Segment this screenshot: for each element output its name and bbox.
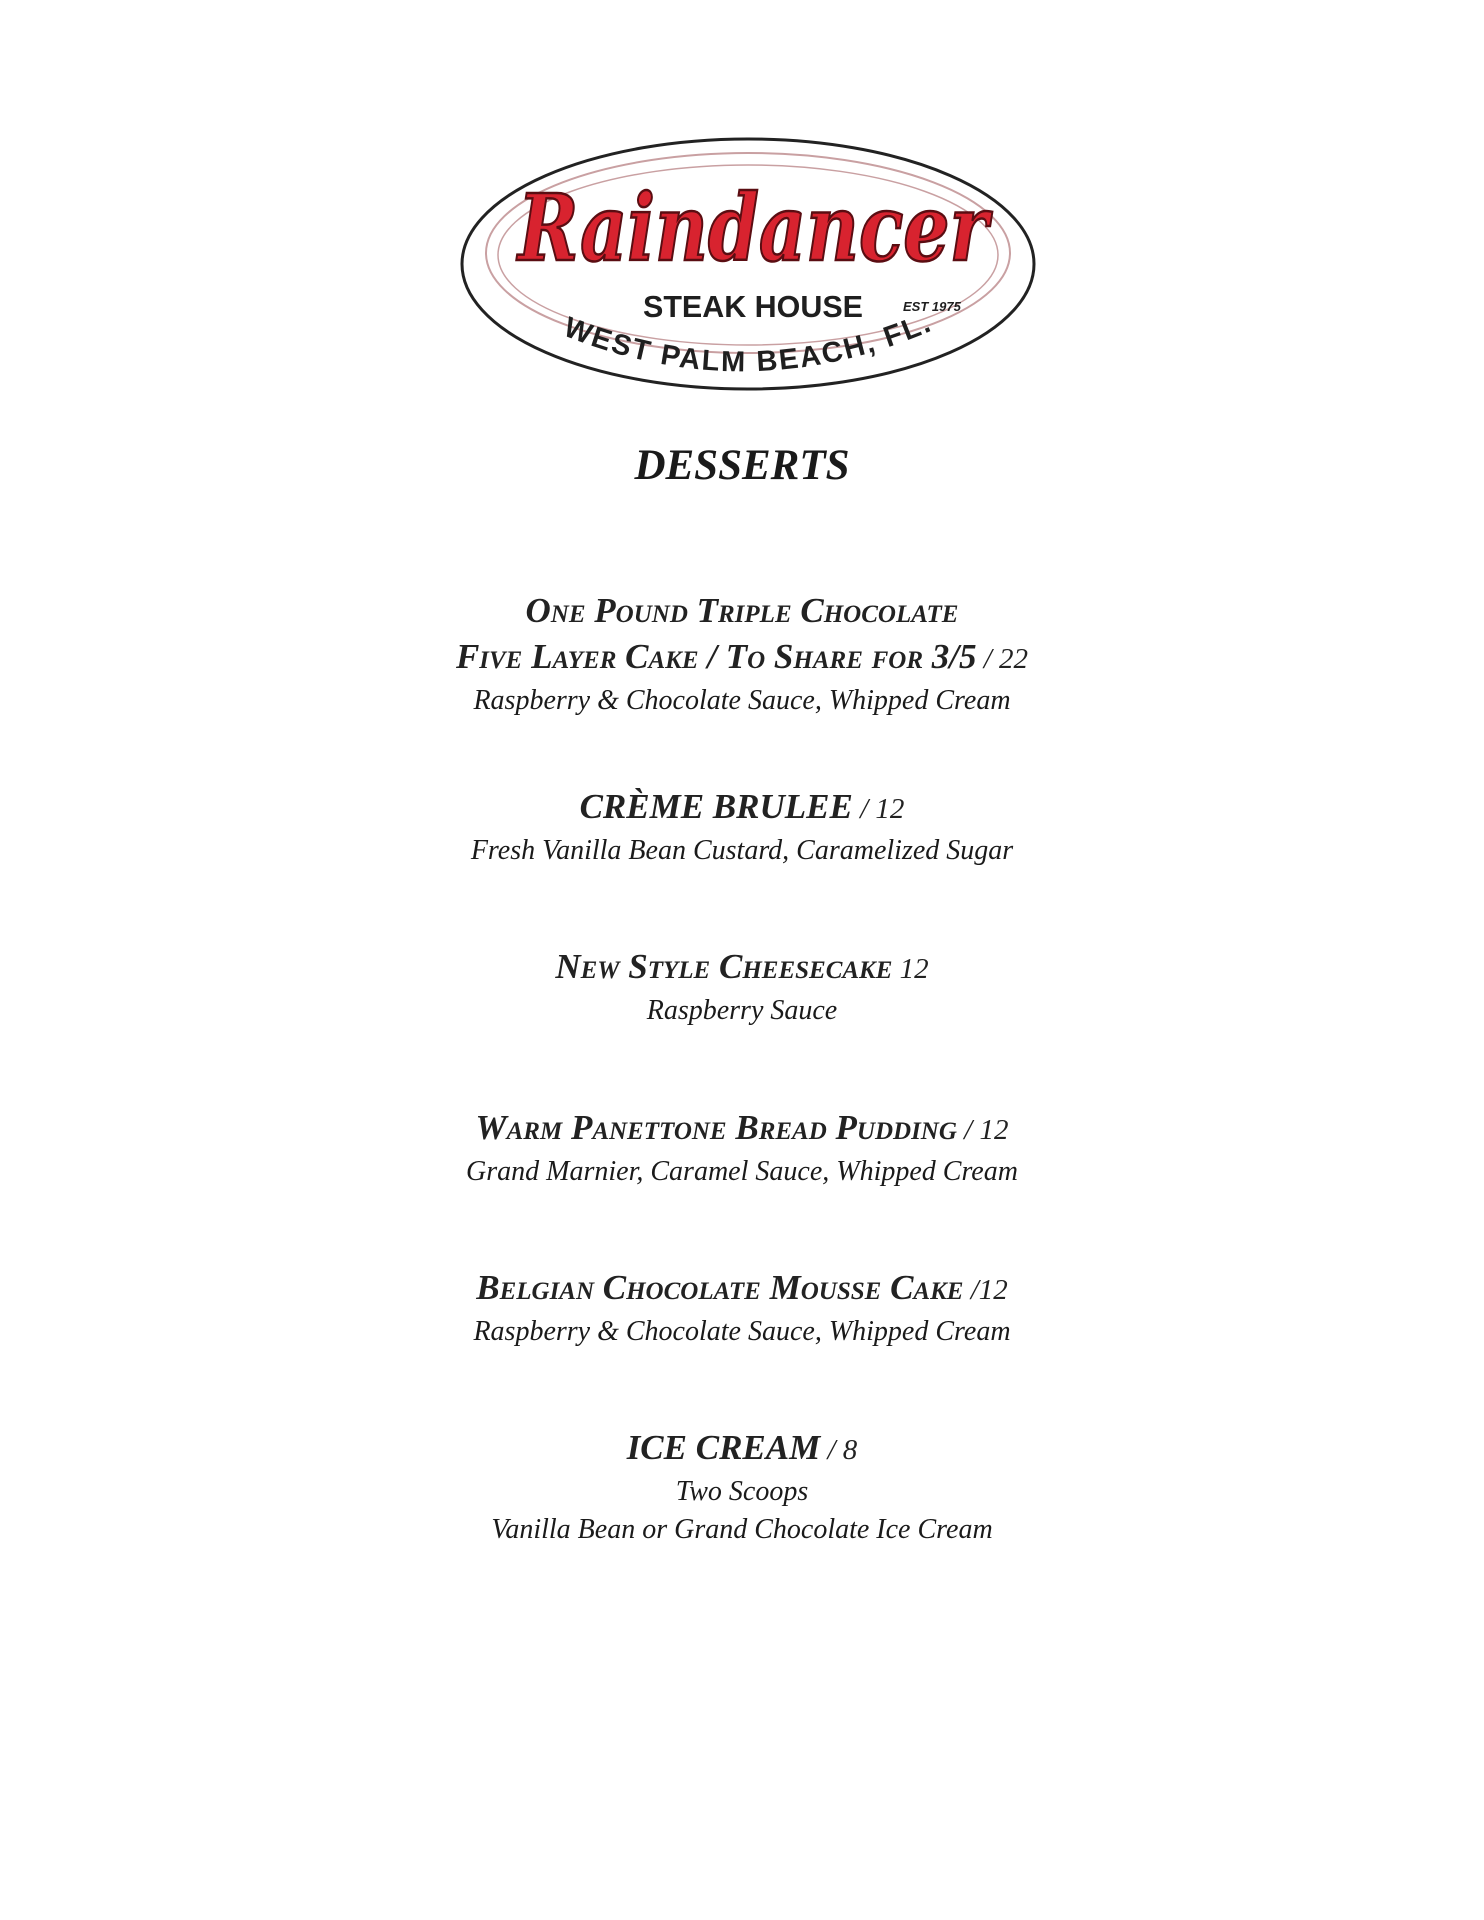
section-title: DESSERTS (634, 442, 850, 489)
item-name-text: Warm Panettone Bread Pudding (475, 1108, 957, 1147)
item-description: Grand Marnier, Caramel Sauce, Whipped Cream (466, 1156, 1018, 1187)
item-description: Fresh Vanilla Bean Custard, Caramelized Sugar (470, 835, 1014, 866)
item-description: Raspberry Sauce (646, 995, 838, 1026)
item-price: 12 (892, 953, 929, 985)
item-name-text: ICE CREAM (626, 1428, 821, 1467)
item-name (0, 588, 1484, 634)
menu-item-chocolate-cake (0, 588, 1484, 720)
logo-brand-text: Raindancer (515, 174, 994, 282)
item-name (0, 784, 1484, 832)
item-name (0, 1105, 1484, 1153)
item-name (0, 1265, 1484, 1313)
item-price: / 8 (820, 1434, 858, 1466)
menu-item-bread-pudding (0, 1105, 1484, 1191)
logo-location-text: WEST PALM BEACH, FL. (559, 306, 937, 379)
item-price: /12 (963, 1274, 1008, 1306)
item-description: Raspberry & Chocolate Sauce, Whipped Cream (473, 685, 1011, 716)
menu-item-ice-cream (0, 1425, 1484, 1549)
menu-item-cheesecake (0, 944, 1484, 1030)
restaurant-logo (458, 135, 1038, 393)
item-name (0, 1425, 1484, 1473)
menu-item-creme-brulee (0, 784, 1484, 870)
item-description: Raspberry & Chocolate Sauce, Whipped Cream (473, 1316, 1011, 1347)
item-description: Two Scoops (675, 1476, 809, 1507)
menu-item-mousse-cake (0, 1265, 1484, 1351)
item-name-line2: Five Layer Cake / To Share for 3/5 (455, 637, 977, 676)
logo-est-text: EST 1975 (903, 299, 961, 314)
item-name-text: New Style Cheesecake (555, 947, 893, 986)
item-name (0, 634, 1484, 682)
item-name-text: CRÈME BRULEE (579, 787, 853, 826)
item-price: / 12 (852, 793, 905, 825)
item-name (0, 944, 1484, 992)
item-price: / 22 (976, 643, 1029, 675)
logo-subtitle-text: STEAK HOUSE (643, 289, 863, 324)
item-description-2: Vanilla Bean or Grand Chocolate Ice Cream (491, 1514, 993, 1545)
item-name-line1: One Pound Triple Chocolate (525, 591, 959, 630)
item-name-text: Belgian Chocolate Mousse Cake (476, 1268, 964, 1307)
item-price: / 12 (956, 1114, 1009, 1146)
